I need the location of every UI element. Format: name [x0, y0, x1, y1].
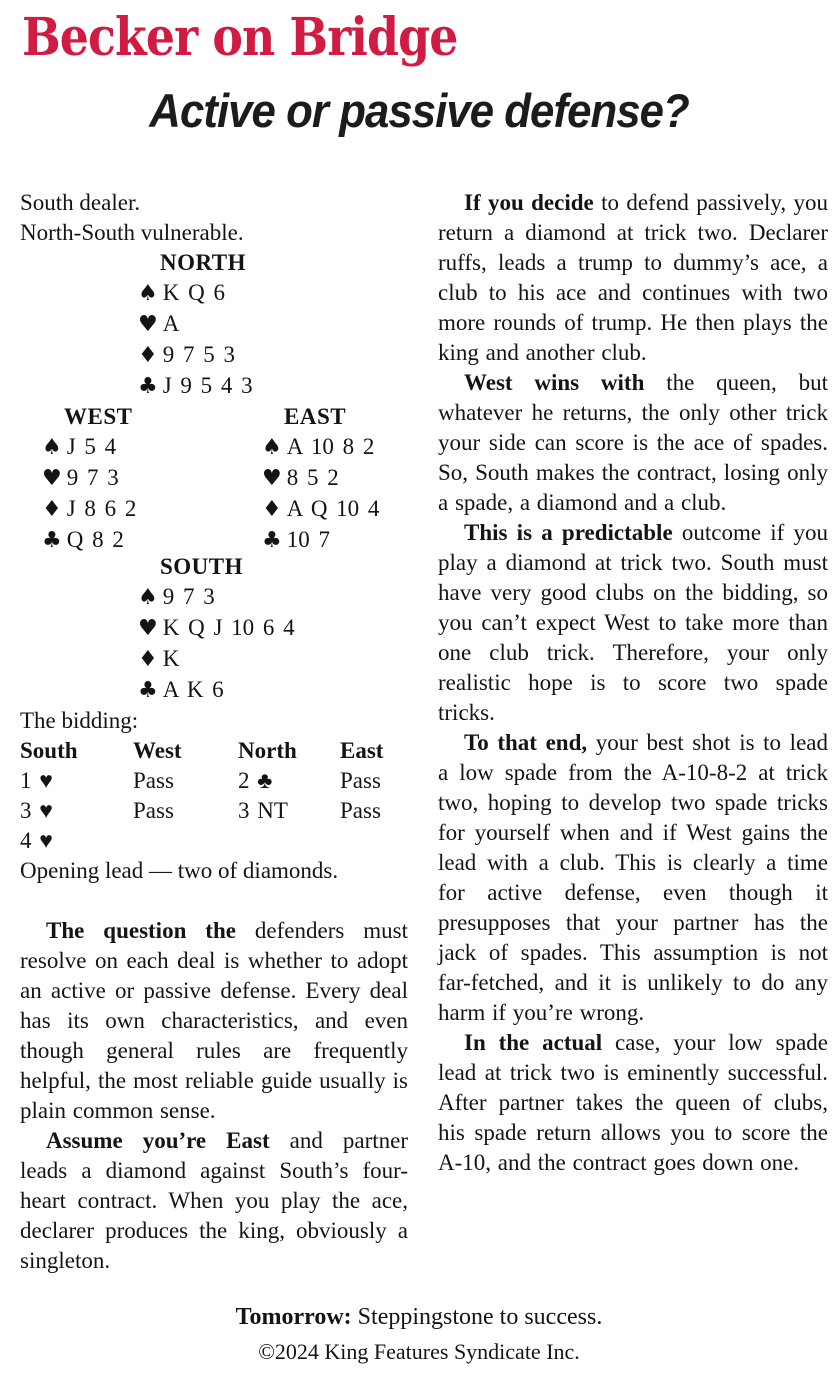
heart-icon: ♥ — [138, 616, 158, 641]
bidding-header-east: East — [340, 738, 384, 763]
south-label: SOUTH — [160, 554, 244, 579]
south-diamonds: K — [162, 646, 180, 671]
paragraph-in-the-actual: In the actual case, your low spade lead at trick two is eminently successful. After partner takes the queen of clubs, his spade return allows you to score the A-10, and the contract goes down one. — [438, 1030, 828, 1175]
east-hearts: 8 5 2 — [286, 465, 339, 490]
bidding-header-north: North — [238, 738, 297, 763]
article-headline-text: Active or passive defense? — [149, 84, 689, 137]
dealer-line: South dealer. — [20, 190, 141, 215]
diamond-icon: ♦ — [42, 497, 62, 522]
west-diamonds-line — [42, 494, 136, 525]
north-clubs: J 9 5 4 3 — [162, 373, 253, 398]
west-spades: J 5 4 — [66, 434, 117, 459]
north-diamonds-line — [138, 340, 253, 371]
spade-icon: ♠ — [138, 585, 158, 610]
paragraph-to-that-end: To that end, your best shot is to lead a low spade from the A-10-8-2 at trick two, hoping to develop two spade tricks for yourself when and if West gains the lead with a club. This is clearly a time for active defense, even though it presupposes that your partner has the jack of spades. This assumption is not far-fetched, and it is unlikely to do any harm if you’re wrong. — [438, 730, 828, 1025]
paragraph-west-wins: West wins with the queen, but whatever he returns, the only other trick your side can score is the ace of spades. So, South makes the contract, losing only a spade, a diamond and a club. — [438, 370, 829, 515]
bidding-intro: The bidding: — [20, 708, 139, 733]
bid-cell: Pass — [133, 768, 174, 793]
north-diamonds: 9 7 5 3 — [162, 342, 235, 367]
south-hearts: K Q J 10 6 4 — [162, 615, 295, 640]
bid-cell — [133, 826, 238, 856]
opening-lead-line: Opening lead — two of diamonds. — [20, 858, 339, 883]
east-hand — [262, 402, 379, 556]
north-spades: K Q 6 — [162, 280, 225, 305]
copyright-line: ©2024 King Features Syndicate Inc. — [258, 1339, 580, 1364]
left-column — [20, 188, 408, 1276]
west-hearts: 9 7 3 — [66, 465, 119, 490]
east-clubs-line — [262, 525, 379, 556]
west-east-row — [20, 402, 408, 552]
club-icon: ♣ — [262, 528, 282, 553]
south-hearts-line — [138, 613, 295, 644]
south-diamonds-line — [138, 644, 295, 675]
west-hearts-line — [42, 463, 136, 494]
bid-cell: 3 NT — [238, 798, 288, 823]
bid-cell — [340, 826, 408, 856]
spade-icon: ♠ — [42, 435, 62, 460]
bidding-header-south: South — [20, 738, 78, 763]
south-spades-line — [138, 582, 295, 613]
club-icon: ♣ — [138, 374, 158, 399]
tomorrow-label: Tomorrow: — [235, 1304, 352, 1330]
east-spades-line — [262, 432, 379, 463]
north-hearts: A — [162, 311, 180, 336]
tomorrow-text: Steppingstone to success. — [351, 1304, 603, 1330]
east-diamonds-line — [262, 494, 379, 525]
club-icon: ♣ — [42, 528, 62, 553]
bid-cell — [238, 826, 340, 856]
column-title: Becker on Bridge — [22, 7, 458, 68]
west-clubs-line — [42, 525, 136, 556]
heart-icon: ♥ — [42, 466, 62, 491]
west-clubs: Q 8 2 — [66, 527, 124, 552]
south-clubs: A K 6 — [162, 677, 224, 702]
spade-icon: ♠ — [138, 281, 158, 306]
bid-cell: 3 ♥ — [20, 798, 53, 823]
diamond-icon: ♦ — [138, 647, 158, 672]
diamond-icon: ♦ — [138, 343, 158, 368]
paragraph-the-question: The question the defenders must resolve on each deal is whether to adopt an active or passive defense. Every deal has its own characteristics, and even though general rules are frequently helpful, the most reliable guide usually is plain common sense. — [20, 918, 408, 1123]
east-label: EAST — [284, 404, 347, 429]
bidding-table — [20, 736, 408, 856]
east-clubs: 10 7 — [286, 527, 330, 552]
paragraph-assume-east: Assume you’re East and partner leads a diamond against South’s four-heart contract. When you play the ace, declarer produces the king, obviously a singleton. — [20, 1128, 408, 1273]
club-icon: ♣ — [138, 678, 158, 703]
heart-icon: ♥ — [138, 312, 158, 337]
west-label: WEST — [64, 404, 133, 429]
north-hand — [138, 248, 253, 402]
tomorrow-line — [0, 1302, 838, 1332]
heart-icon: ♥ — [262, 466, 282, 491]
bid-cell: 4 ♥ — [20, 828, 53, 853]
north-spades-line — [138, 278, 253, 309]
bid-cell: Pass — [340, 798, 381, 823]
paragraph-predictable: This is a predictable outcome if you play a diamond at trick two. South must have very good clubs on the bidding, so you can’t expect West to take more than one club trick. Therefore, your only realistic hope is to score two spade tricks. — [438, 520, 829, 725]
spade-icon: ♠ — [262, 435, 282, 460]
south-spades: 9 7 3 — [162, 584, 215, 609]
bidding-header-west: West — [133, 738, 182, 763]
bid-cell: Pass — [340, 768, 381, 793]
south-hand — [138, 552, 295, 706]
diamond-icon: ♦ — [262, 497, 282, 522]
west-spades-line — [42, 432, 136, 463]
right-column — [438, 188, 828, 1178]
bid-cell: 2 ♣ — [238, 768, 273, 793]
north-label: NORTH — [160, 250, 247, 275]
vulnerable-line: North-South vulnerable. — [20, 220, 244, 245]
bid-cell: 1 ♥ — [20, 768, 53, 793]
west-hand — [42, 402, 136, 556]
east-spades: A 10 8 2 — [286, 434, 375, 459]
article-headline — [0, 84, 838, 138]
paragraph-if-you-decide: If you decide to defend passively, you return a diamond at trick two. Declarer ruffs, leads a trump to dummy’s ace, a club to his ace and continues with two more rounds of trump. He then plays the king and another club. — [438, 190, 829, 365]
north-clubs-line — [138, 371, 253, 402]
east-hearts-line — [262, 463, 379, 494]
north-hearts-line — [138, 309, 253, 340]
south-clubs-line — [138, 675, 295, 706]
bid-cell: Pass — [133, 798, 174, 823]
west-diamonds: J 8 6 2 — [66, 496, 137, 521]
east-diamonds: A Q 10 4 — [286, 496, 380, 521]
